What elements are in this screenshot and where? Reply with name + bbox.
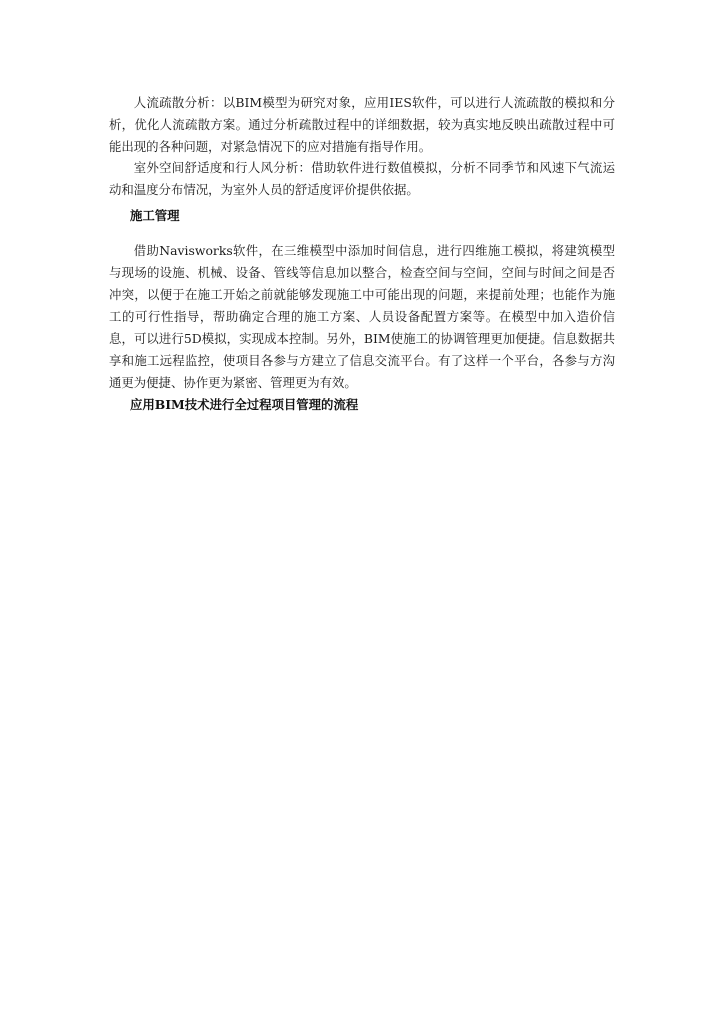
paragraph-outdoor-comfort-analysis: 室外空间舒适度和行人风分析：借助软件进行数值模拟，分析不同季节和风速下气流运动和温度分布情况，为室外人员的舒适度评价提供依据。 — [109, 160, 615, 197]
paragraph-construction-management: 借助Navisworks软件，在三维模型中添加时间信息，进行四维施工模拟，将建筑模型与现场的设施、机械、设备、管线等信息加以整合，检查空间与空间，空间与时间之间是否冲突，以便于在施工开始之前就能够发现施工中可能出现的问题，来提前处理；也能作为施工的可行性指导，帮助确定合理的施工方案、人员设备配置方案等。在模型中加入造价信息，可以进行5D模拟，实现成本控制。另外，BIM使施工的协调管理更加便捷。信息数据共享和施工远程监控，使项目各参与方建立了信息交流平台。有了这样一个平台，各参与方沟通更为便捷、协作更为紧密、管理更为有效。 — [109, 243, 615, 390]
paragraph-crowd-evacuation-analysis: 人流疏散分析：以BIM模型为研究对象，应用IES软件，可以进行人流疏散的模拟和分析，优化人流疏散方案。通过分析疏散过程中的详细数据，较为真实地反映出疏散过程中可能出现的各种问题，对紧急情况下的应对措施有指导作用。 — [109, 95, 615, 154]
section-heading-bim-process: 应用BIM技术进行全过程项目管理的流程 — [130, 397, 359, 412]
section-heading-construction-management: 施工管理 — [130, 208, 180, 223]
